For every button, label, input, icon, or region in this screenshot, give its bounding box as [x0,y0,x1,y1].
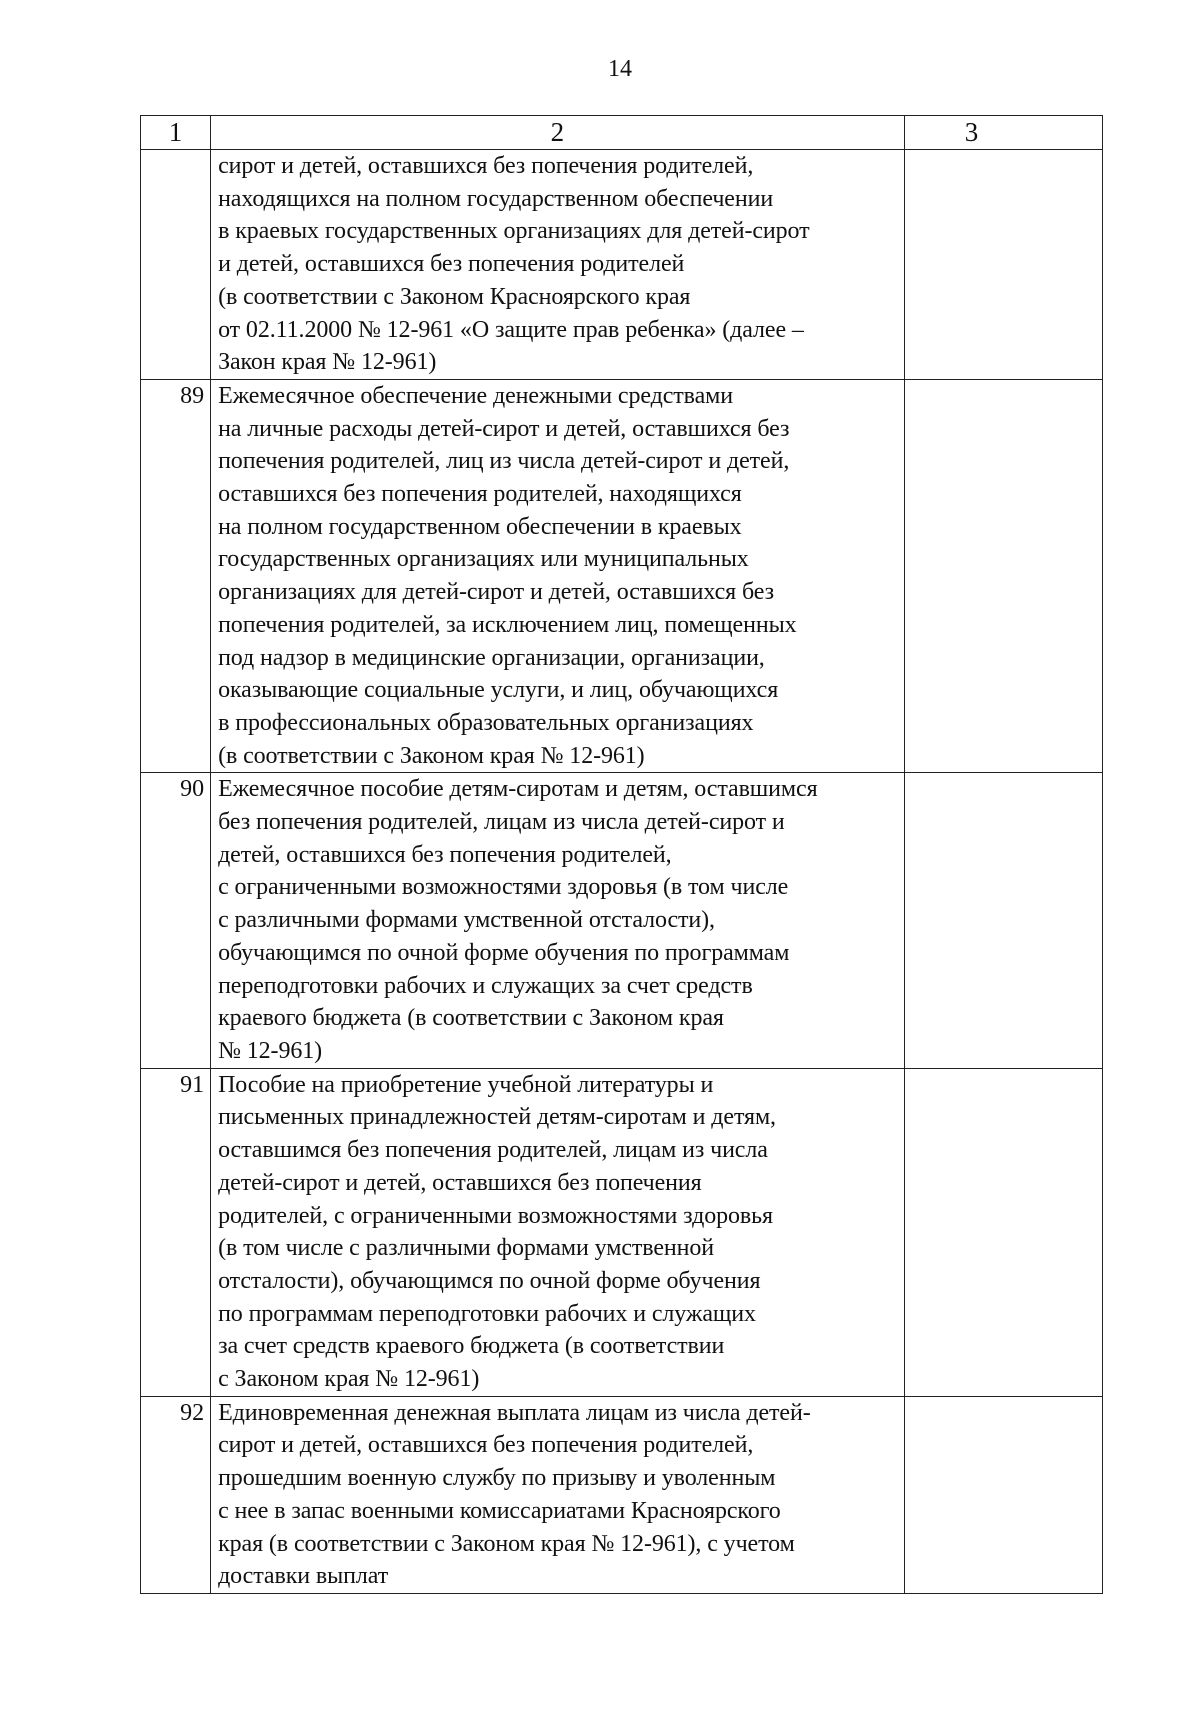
description-line: сирот и детей, оставшихся без попечения родителей, [218,1432,754,1459]
description-line: родителей, с ограниченными возможностями здоровья [218,1202,773,1229]
description-line: оставшимся без попечения родителей, лицам из числа [218,1137,768,1164]
description-line: организациях для детей-сирот и детей, оставшихся без [218,579,774,606]
table-row [141,1396,1103,1593]
description-line: Единовременная денежная выплата лицам из числа детей- [218,1399,811,1426]
row-column-3 [904,150,1102,380]
description-line: Закон края № 12-961) [218,349,437,376]
row-number: 91 [141,1068,211,1396]
row-number: 90 [141,773,211,1068]
description-line: доставки выплат [218,1563,389,1590]
description-line: переподготовки рабочих и служащих за счет средств [218,972,753,999]
row-number: 89 [141,379,211,772]
description-line: на личные расходы детей-сирот и детей, оставшихся без [218,415,790,442]
row-description [211,1396,905,1593]
description-line: попечения родителей, лиц из числа детей-сирот и детей, [218,448,790,475]
header-cell-1: 1 [141,116,211,150]
description-line: № 12-961) [218,1037,323,1064]
description-line: на полном государственном обеспечении в краевых [218,513,742,540]
description-line: края (в соответствии с Законом края № 12-961), с учетом [218,1530,795,1557]
description-line: краевого бюджета (в соответствии с Законом края [218,1005,724,1032]
table-row [141,150,1103,380]
description-line: (в соответствии с Законом края № 12-961) [218,742,645,769]
header-cell-3: 3 [904,116,1102,150]
description-line: оказывающие социальные услуги, и лиц, обучающихся [218,677,779,704]
row-column-3 [904,1068,1102,1396]
description-line: находящихся на полном государственном обеспечении [218,185,774,212]
description-line: попечения родителей, за исключением лиц, помещенных [218,611,797,638]
description-line: с различными формами умственной отсталости), [218,907,715,934]
row-description [211,379,905,772]
row-number: 92 [141,1396,211,1593]
description-line: и детей, оставшихся без попечения родителей [218,251,685,278]
description-line: прошедшим военную службу по призыву и уволенным [218,1465,776,1492]
row-column-3 [904,773,1102,1068]
services-table [140,115,1103,1594]
row-description [211,1068,905,1396]
description-line: в краевых государственных организациях для детей-сирот [218,218,810,245]
description-line: под надзор в медицинские организации, организации, [218,644,765,671]
description-line: (в соответствии с Законом Красноярского края [218,283,691,310]
description-line: Ежемесячное обеспечение денежными средствами [218,382,733,409]
description-line: по программам переподготовки рабочих и служащих [218,1300,756,1327]
description-line: сирот и детей, оставшихся без попечения родителей, [218,153,754,179]
description-line: с Законом края № 12-961) [218,1366,480,1393]
description-line: детей-сирот и детей, оставшихся без попечения [218,1169,702,1196]
description-line: обучающимся по очной форме обучения по программам [218,939,790,966]
description-line: отсталости), обучающимся по очной форме обучения [218,1267,761,1294]
header-cell-2: 2 [211,116,905,150]
row-number [141,150,211,380]
description-line: (в том числе с различными формами умственной [218,1235,715,1262]
description-line: в профессиональных образовательных организациях [218,709,754,736]
description-line: детей, оставшихся без попечения родителей, [218,841,672,868]
description-line: с ограниченными возможностями здоровья (в том числе [218,874,789,901]
table-row [141,379,1103,772]
description-line: письменных принадлежностей детям-сиротам и детям, [218,1104,776,1131]
description-line: за счет средств краевого бюджета (в соответствии [218,1333,725,1360]
page-number: 14 [608,56,632,82]
description-line: государственных организациях или муниципальных [218,546,749,573]
table-header-row [141,116,1103,150]
description-line: с нее в запас военными комиссариатами Красноярского [218,1497,781,1524]
description-line: от 02.11.2000 № 12-961 «О защите прав ребенка» (далее – [218,316,804,343]
row-description [211,150,905,380]
description-line: Пособие на приобретение учебной литературы и [218,1071,714,1098]
table-row [141,1068,1103,1396]
row-description [211,773,905,1068]
description-line: оставшихся без попечения родителей, находящихся [218,481,742,508]
description-line: Ежемесячное пособие детям-сиротам и детям, оставшимся [218,776,818,803]
row-column-3 [904,1396,1102,1593]
description-line: без попечения родителей, лицам из числа детей-сирот и [218,809,785,836]
table-row [141,773,1103,1068]
row-column-3 [904,379,1102,772]
